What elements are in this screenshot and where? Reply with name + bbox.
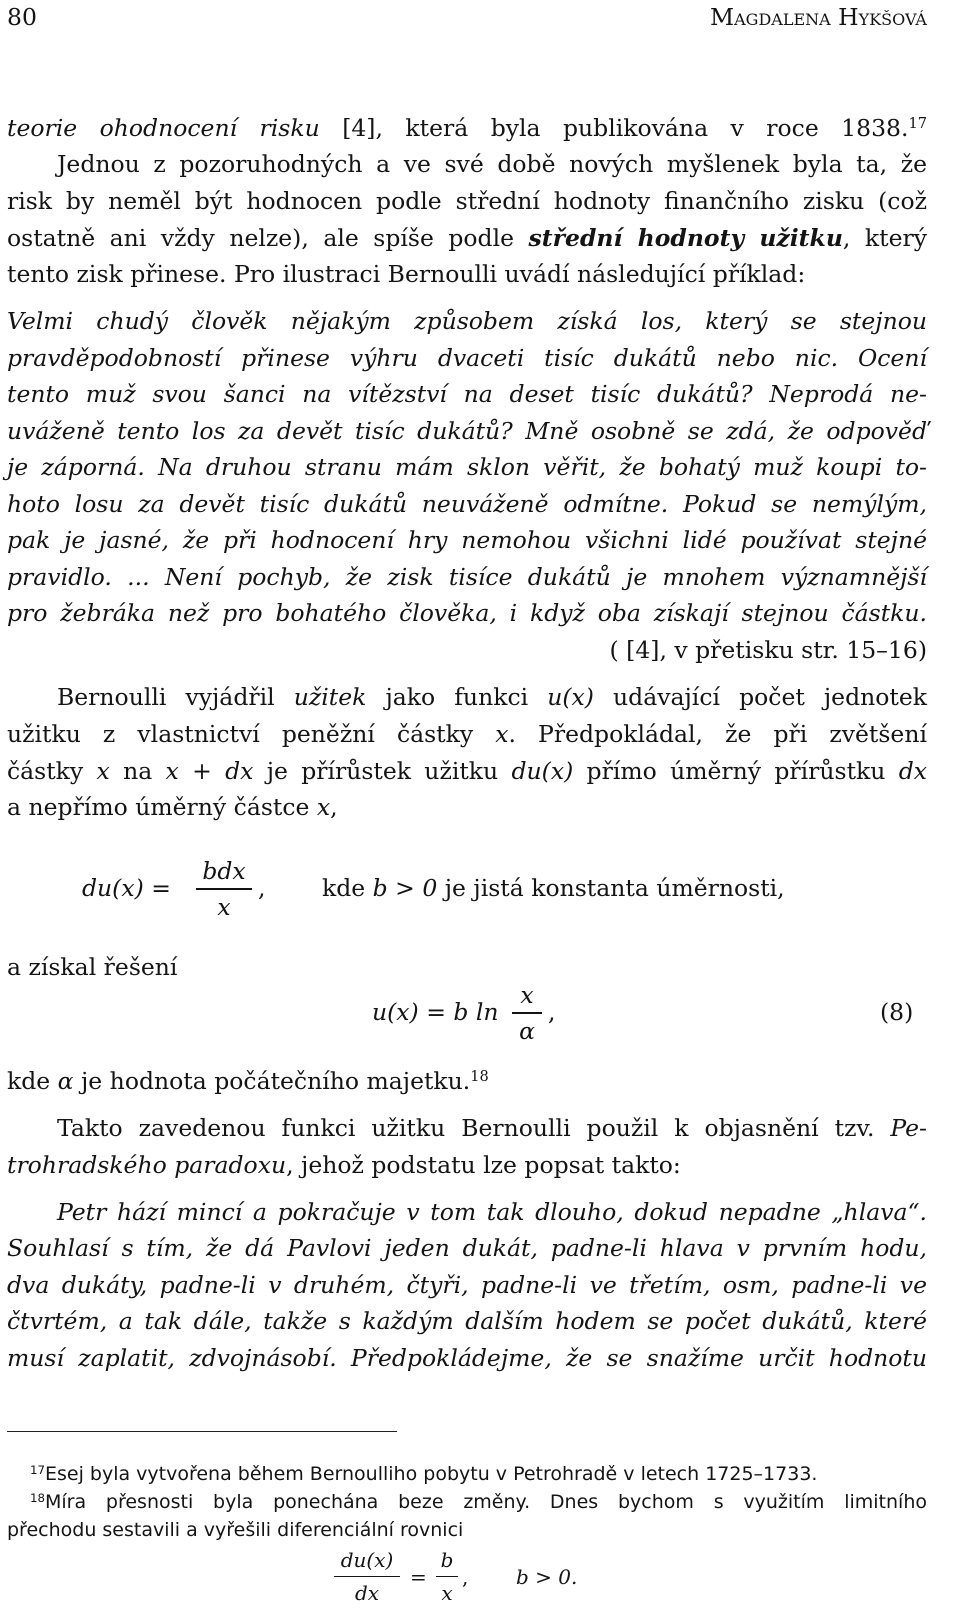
feq-rhs-numerator: b [440,1548,454,1572]
eq1-fraction-bar [196,888,252,890]
quote-line-7: pak je jasné, že při hodnocení hry nemohou všichni lidé používat stejné [7,526,927,554]
footnote-17: $^{17}$Esej byla vytvořena během Bernoulliho pobytu v Petrohradě v letech 1725–1733. [30,1462,818,1485]
eq8-fraction-bar [512,1012,542,1014]
eq8-lhs: u(x) = b ln [372,998,499,1026]
quote-line-6: hoto losu za devět tisíc dukátů neuváženě odmítne. Pokud se nemýlým, [7,490,927,518]
feq-equals: = [410,1565,427,1589]
paradox-line-4: čtvrtém, a tak dále, takže s každým dalším hodem se počet dukátů, které [7,1307,927,1335]
text-line-8: částky x na x + dx je přírůstek užitku du(x) přímo úměrný přírůstku dx [7,757,927,785]
eq8-comma: , [548,998,556,1026]
text-line-5: tento zisk přinese. Pro ilustraci Bernoulli uvádí následující příklad: [7,260,806,288]
text-line-10: kde α je hodnota počátečního majetku.$^{18}$ [7,1067,489,1095]
text-line-12: trohradského paradoxu, jehož podstatu lze popsat takto: [7,1151,681,1179]
feq-rhs-denominator: x [441,1581,453,1605]
eq1-denominator: x [217,893,231,921]
eq1-comma: , [258,874,266,902]
quote-line-4: uváženě tento los za devět tisíc dukátů? Mně osobně se zdá, že odpověď [7,417,927,445]
eq8-numerator: x [520,981,534,1009]
paradox-line-2: Souhlasí s tím, že dá Pavlovi jeden dukát, padne-li hlava v prvním hodu, [7,1234,927,1262]
quote-line-1: Velmi chudý člověk nějakým způsobem získá los, který se stejnou [7,307,927,335]
text-line-4: ostatně ani vždy nelze), ale spíše podle střední hodnoty užitku, který [7,224,927,252]
paradox-line-3: dva dukáty, padne-li v druhém, čtyři, padne-li ve třetím, osm, padne-li ve [7,1271,927,1299]
feq-comma: , [462,1565,469,1589]
footnote-ref-17: 17 [908,115,927,132]
solution-label: a získal řešení [7,953,178,981]
feq-denominator: dx [354,1581,380,1605]
quote-line-5: je záporná. Na druhou stranu mám sklon věřit, že bohatý muž koupi to- [7,453,927,481]
footnote-rule [7,1431,397,1432]
feq-fraction-bar [334,1576,400,1577]
quote-line-8: pravidlo. ... Není pochyb, že zisk tisíce dukátů je mnohem významnější [7,563,927,591]
paradox-line-1: Petr hází mincí a pokračuje v tom tak dlouho, dokud nepadne „hlava“. [57,1198,927,1226]
text-line-9: a nepřímo úměrný částce x, [7,793,338,821]
footnote-18-line-2: přechodu sestavili a vyřešili diferenciální rovnici [7,1519,464,1541]
text-line-6: Bernoulli vyjádřil užitek jako funkci u(x) udávající počet jednotek [57,683,928,711]
text-line-3: risk by neměl být hodnocen podle střední hodnoty finančního zisku (což [7,187,927,215]
quote-line-9: pro žebráka než pro bohatého člověka, i když oba získají stejnou částku. [7,599,927,627]
running-header [7,3,927,31]
emphasis-expected-utility: střední hodnoty užitku [528,224,843,252]
quote-line-2: pravděpodobností přinese výhru dvaceti tisíc dukátů nebo nic. Ocení [7,344,927,372]
eq8-tag: (8) [880,998,914,1026]
footnote-ref-18: 18 [470,1068,489,1085]
eq8-denominator: α [519,1017,535,1045]
text-line-11: Takto zavedenou funkci užitku Bernoulli použil k objasnění tzv. Pe- [57,1114,927,1142]
footnote-18-line-1: $^{18}$Míra přesnosti byla ponechána beze změny. Dnes bychom s využitím limitního [30,1490,927,1513]
text-line-1: teorie ohodnocení risku [4], která byla publikována v roce 1838.17 [7,114,927,142]
eq1-numerator: bdx [202,857,246,885]
quote-source: ( [4], v přetisku str. 15–16) [609,636,927,664]
author-name: Magdalena Hykšová [710,3,927,31]
eq1-condition: kde b > 0 je jistá konstanta úměrnosti, [322,874,785,902]
text-line-2: Jednou z pozoruhodných a ve své době nových myšlenek byla ta, že [57,150,927,178]
feq-rhs-bar [436,1576,458,1577]
feq-numerator: du(x) [340,1548,394,1572]
paradox-line-5: musí zaplatit, zdvojnásobí. Předpokládejme, že se snažíme určit hodnotu [7,1344,927,1372]
feq-condition: b > 0. [516,1565,578,1589]
quote-line-3: tento muž svou šanci na vítězství na deset tisíc dukátů? Neprodá ne- [7,380,927,408]
text-line-7: užitku z vlastnictví peněžní částky x. Předpokládal, že při zvětšení [7,720,927,748]
eq1-lhs: du(x) = [82,874,171,902]
page-number: 80 [7,3,37,31]
